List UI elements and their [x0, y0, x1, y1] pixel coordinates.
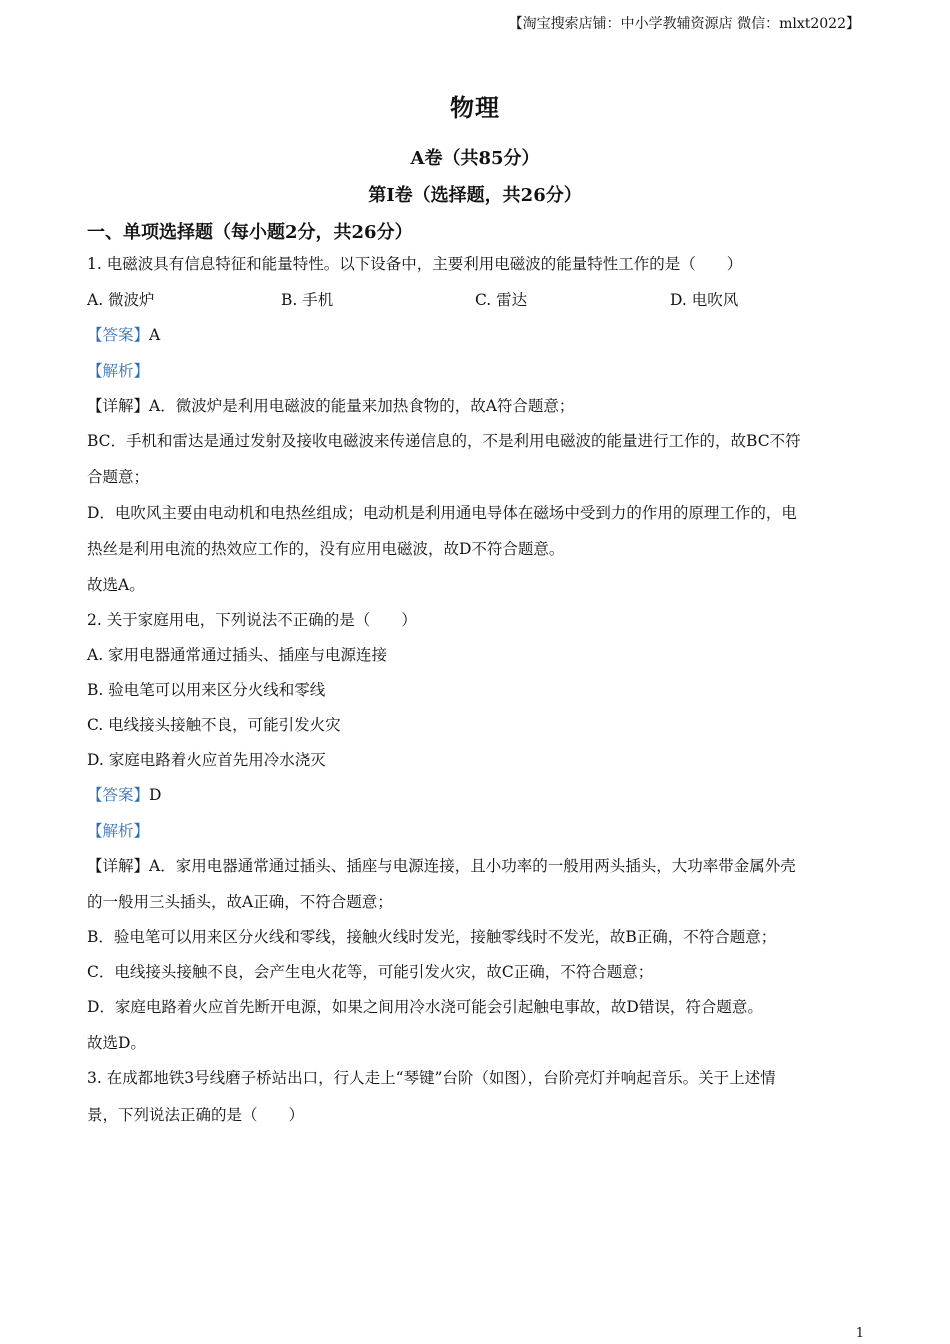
q2-detail-line: B．验电笔可以用来区分火线和零线，接触火线时发光，接触零线时不发光，故B正确，不符合题意；: [87, 928, 777, 946]
q1-detail-line: [87, 396, 867, 416]
q1-detail-line: BC．手机和雷达是通过发射及接收电磁波来传递信息的，不是利用电磁波的能量进行工作的，故BC不符: [87, 432, 801, 450]
q1-conclusion: 故选A。: [87, 576, 145, 594]
q2-option-c: C. 电线接头接触不良，可能引发火灾: [87, 716, 341, 734]
q2-option-b: B. 验电笔可以用来区分火线和零线: [87, 681, 326, 699]
q1-detail-line: D．电吹风主要由电动机和电热丝组成；电动机是利用通电导体在磁场中受到力的作用的原理工作的，电: [87, 504, 797, 522]
q2-option-a: A. 家用电器通常通过插头、插座与电源连接: [87, 646, 388, 664]
q2-conclusion: 故选D。: [87, 1034, 146, 1052]
q2-detail-line: [87, 856, 867, 876]
volume-1-heading: 第I卷（选择题，共26分）: [368, 185, 582, 206]
q1-answer-value: A: [149, 326, 161, 344]
q1-detail-line: 合题意；: [87, 468, 150, 486]
q1-answer: [87, 325, 867, 345]
q1-detail-line: 热丝是利用电流的热效应工作的，没有应用电磁波，故D不符合题意。: [87, 540, 565, 558]
q1-option-a: A. 微波炉: [87, 291, 155, 309]
header-note: 【淘宝搜索店铺：中小学教辅资源店 微信：mlxt2022】: [508, 16, 860, 32]
page-title: 物理: [450, 93, 500, 122]
q1-option-b: B. 手机: [281, 291, 334, 309]
q1-option-c: C. 雷达: [475, 291, 528, 309]
q2-detail-text: A．家用电器通常通过插头、插座与电源连接，且小功率的一般用两头插头，大功率带金属外壳: [149, 857, 796, 875]
q2-analysis-tag: 【解析】: [87, 822, 150, 840]
q1-detail-text: A．微波炉是利用电磁波的能量来加热食物的，故A符合题意；: [149, 397, 575, 415]
paper-a-heading: A卷（共85分）: [410, 148, 540, 169]
q2-detail-tag: 【详解】: [87, 857, 150, 875]
q2-detail-line: D．家庭电路着火应首先断开电源，如果之间用冷水浇可能会引起触电事故，故D错误，符合题意。: [87, 998, 763, 1016]
q1-option-d: D. 电吹风: [670, 291, 739, 309]
q2-answer: [87, 785, 867, 805]
q2-stem: 2. 关于家庭用电，下列说法不正确的是（ ）: [87, 611, 417, 629]
q2-answer-tag: 【答案】: [87, 786, 150, 804]
q1-stem: 1. 电磁波具有信息特征和能量特性。以下设备中，主要利用电磁波的能量特性工作的是（ ）: [87, 255, 743, 273]
q2-detail-line: 的一般用三头插头，故A正确，不符合题意；: [87, 893, 393, 911]
q2-option-d: D. 家庭电路着火应首先用冷水浇灭: [87, 751, 326, 769]
q1-analysis-tag: 【解析】: [87, 362, 150, 380]
q1-answer-tag: 【答案】: [87, 326, 150, 344]
section-1-heading: 一、单项选择题（每小题2分，共26分）: [87, 222, 413, 243]
q3-stem-line: 景，下列说法正确的是（ ）: [87, 1106, 305, 1124]
q2-detail-line: C．电线接头接触不良，会产生电火花等，可能引发火灾，故C正确，不符合题意；: [87, 963, 654, 981]
page-number: 1: [855, 1326, 864, 1341]
q1-detail-tag: 【详解】: [87, 397, 150, 415]
q3-stem-line: 3. 在成都地铁3号线磨子桥站出口，行人走上“琴键”台阶（如图），台阶亮灯并响起音乐。关于上述情: [87, 1069, 776, 1087]
q2-answer-value: D: [149, 786, 162, 804]
